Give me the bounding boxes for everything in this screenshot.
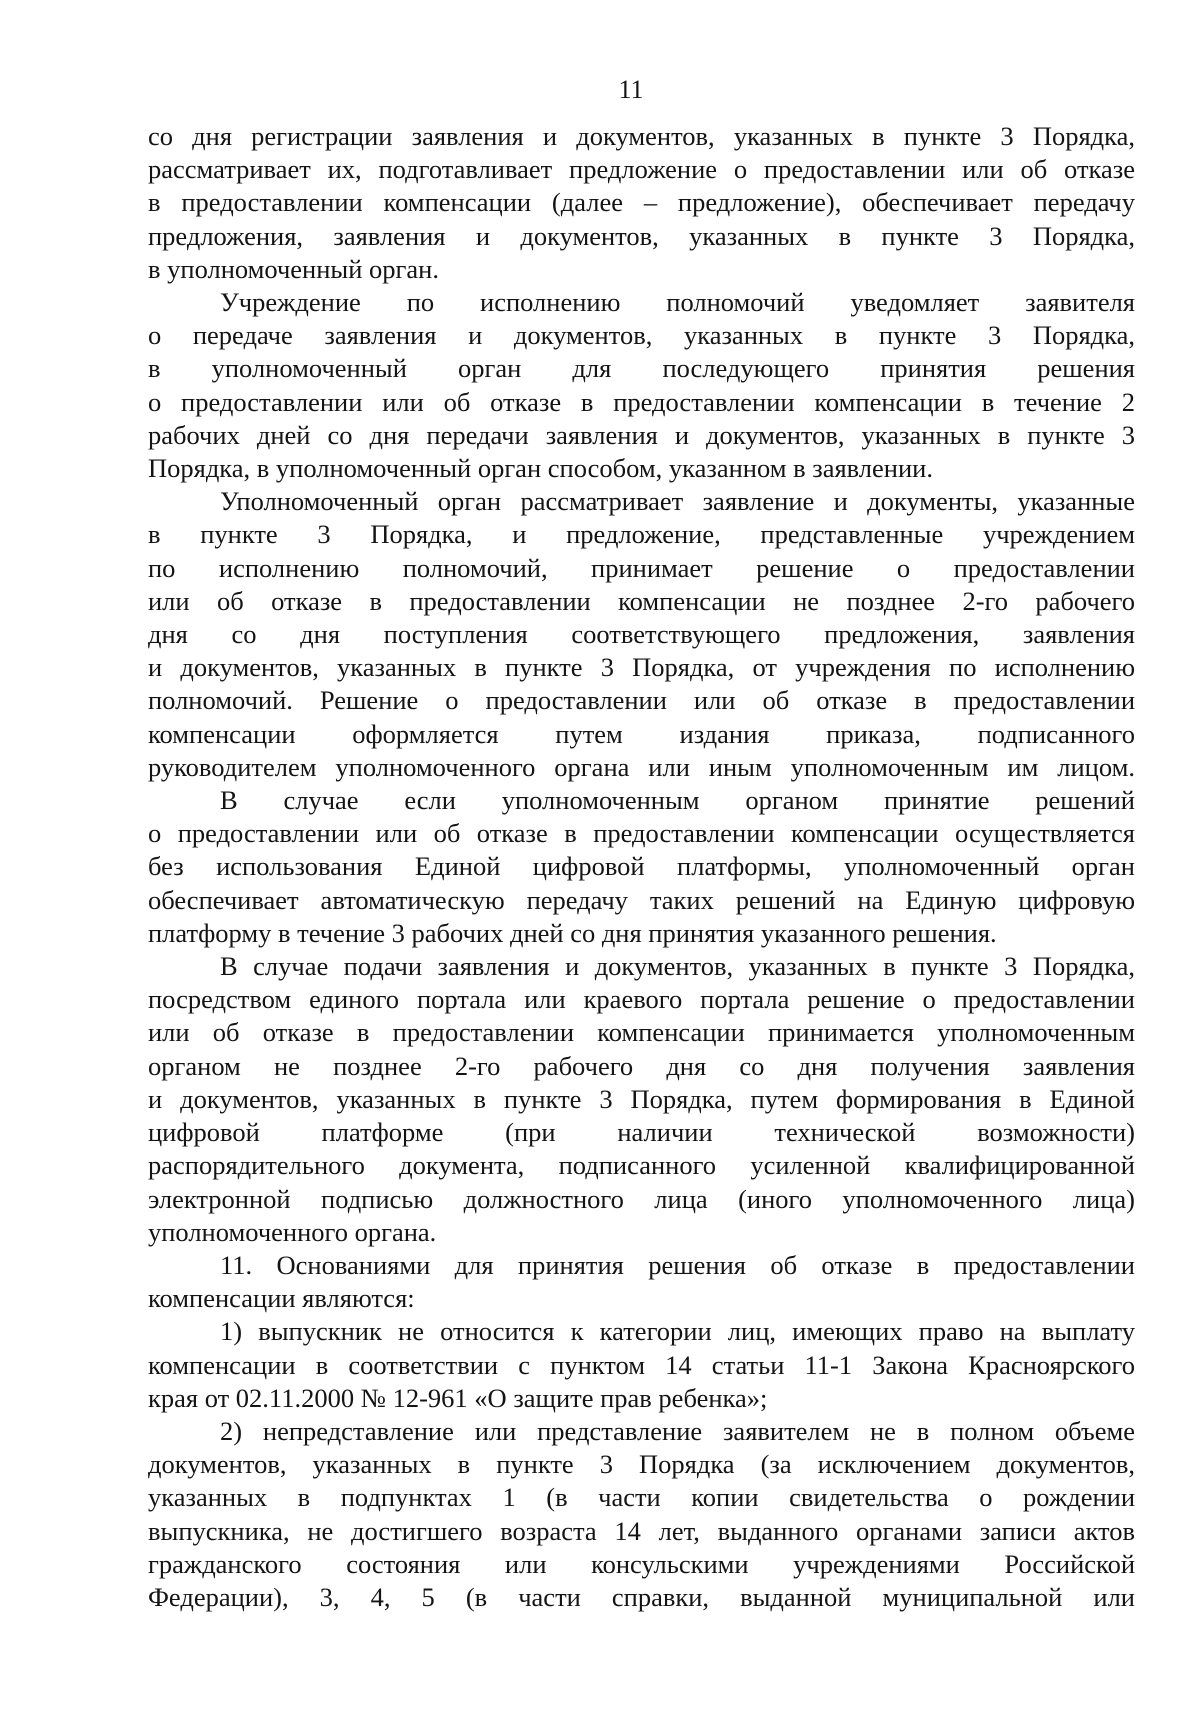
text-line: руководителем уполномоченного органа или иным уполномоченным им лицом. [148, 751, 1135, 782]
text-line: и документов, указанных в пункте 3 Порядка, путем формирования в Единой [148, 1083, 1135, 1114]
text-line: со дня регистрации заявления и документов, указанных в пункте 3 Порядка, [148, 121, 1135, 151]
paragraph [148, 286, 1135, 485]
text-line: рассматривает их, подготавливает предложение о предоставлении или об отказе [148, 154, 1135, 185]
text-line: указанных в подпунктах 1 (в части копии свидетельства о рождении [148, 1482, 1135, 1513]
page-number: 11 [618, 75, 644, 104]
paragraph [148, 1415, 1135, 1614]
text-line: о предоставлении или об отказе в предоставлении компенсации осуществляется [148, 818, 1135, 849]
text-line: обеспечивает автоматическую передачу таких решений на Единую цифровую [148, 884, 1135, 915]
text-line: выпускника, не достигшего возраста 14 лет, выданного органами записи актов [148, 1515, 1135, 1546]
text-line: компенсации являются: [148, 1283, 415, 1314]
text-line: посредством единого портала или краевого портала решение о предоставлении [148, 984, 1135, 1015]
text-line: или об отказе в предоставлении компенсации принимается уполномоченным [148, 1017, 1135, 1048]
text-line: органом не позднее 2-го рабочего дня со дня получения заявления [148, 1050, 1135, 1081]
text-line: дня со дня поступления соответствующего предложения, заявления [148, 619, 1135, 650]
text-line: о передаче заявления и документов, указанных в пункте 3 Порядка, [148, 320, 1135, 351]
text-line: платформу в течение 3 рабочих дней со дня принятия указанного решения. [148, 917, 997, 948]
text-line: полномочий. Решение о предоставлении или об отказе в предоставлении [148, 685, 1135, 716]
text-line: 11. Основаниями для принятия решения об отказе в предоставлении [220, 1249, 1135, 1280]
paragraph [148, 1249, 1135, 1315]
text-line: по исполнению полномочий, принимает решение о предоставлении [148, 552, 1135, 583]
paragraph [148, 485, 1135, 784]
text-line: без использования Единой цифровой платформы, уполномоченный орган [148, 851, 1135, 882]
text-line: В случае если уполномоченным органом принятие решений [220, 785, 1135, 816]
paragraph [148, 1315, 1135, 1415]
text-line: края от 02.11.2000 № 12-961 «О защите прав ребенка»; [148, 1382, 768, 1413]
text-line: Уполномоченный орган рассматривает заявление и документы, указанные [220, 486, 1135, 517]
text-line: в пункте 3 Порядка, и предложение, представленные учреждением [148, 519, 1135, 550]
text-line: документов, указанных в пункте 3 Порядка (за исключением документов, [148, 1449, 1135, 1480]
text-line: электронной подписью должностного лица (иного уполномоченного лица) [148, 1183, 1135, 1214]
text-line: Учреждение по исполнению полномочий уведомляет заявителя [220, 287, 1135, 318]
text-line: цифровой платформе (при наличии технической возможности) [148, 1117, 1135, 1148]
text-line: 2) непредставление или представление заявителем не в полном объеме [220, 1415, 1135, 1446]
text-line: Порядка, в уполномоченный орган способом, указанном в заявлении. [148, 453, 933, 484]
text-line: компенсации в соответствии с пунктом 14 статьи 11-1 Закона Красноярского [148, 1349, 1135, 1380]
text-line: в уполномоченный орган. [148, 253, 439, 284]
text-line: в уполномоченный орган для последующего принятия решения [148, 353, 1135, 384]
text-line: Федерации), 3, 4, 5 (в части справки, выданной муниципальной или [148, 1581, 1135, 1612]
paragraph [148, 120, 1135, 286]
document-body [148, 120, 1135, 1614]
text-line: о предоставлении или об отказе в предоставлении компенсации в течение 2 [148, 386, 1135, 417]
text-line: гражданского состояния или консульскими учреждениями Российской [148, 1548, 1135, 1579]
paragraph [148, 950, 1135, 1249]
text-line: предложения, заявления и документов, указанных в пункте 3 Порядка, [148, 220, 1135, 251]
paragraph [148, 784, 1135, 950]
text-line: распорядительного документа, подписанного усиленной квалифицированной [148, 1150, 1135, 1181]
text-line: 1) выпускник не относится к категории лиц, имеющих право на выплату [220, 1316, 1135, 1347]
text-line: компенсации оформляется путем издания приказа, подписанного [148, 718, 1135, 749]
text-line: или об отказе в предоставлении компенсации не позднее 2-го рабочего [148, 585, 1135, 616]
text-line: рабочих дней со дня передачи заявления и документов, указанных в пункте 3 [148, 419, 1135, 450]
text-line: и документов, указанных в пункте 3 Порядка, от учреждения по исполнению [148, 652, 1135, 683]
text-line: В случае подачи заявления и документов, указанных в пункте 3 Порядка, [220, 951, 1135, 982]
text-line: уполномоченного органа. [148, 1216, 437, 1247]
text-line: в предоставлении компенсации (далее – предложение), обеспечивает передачу [148, 187, 1135, 218]
